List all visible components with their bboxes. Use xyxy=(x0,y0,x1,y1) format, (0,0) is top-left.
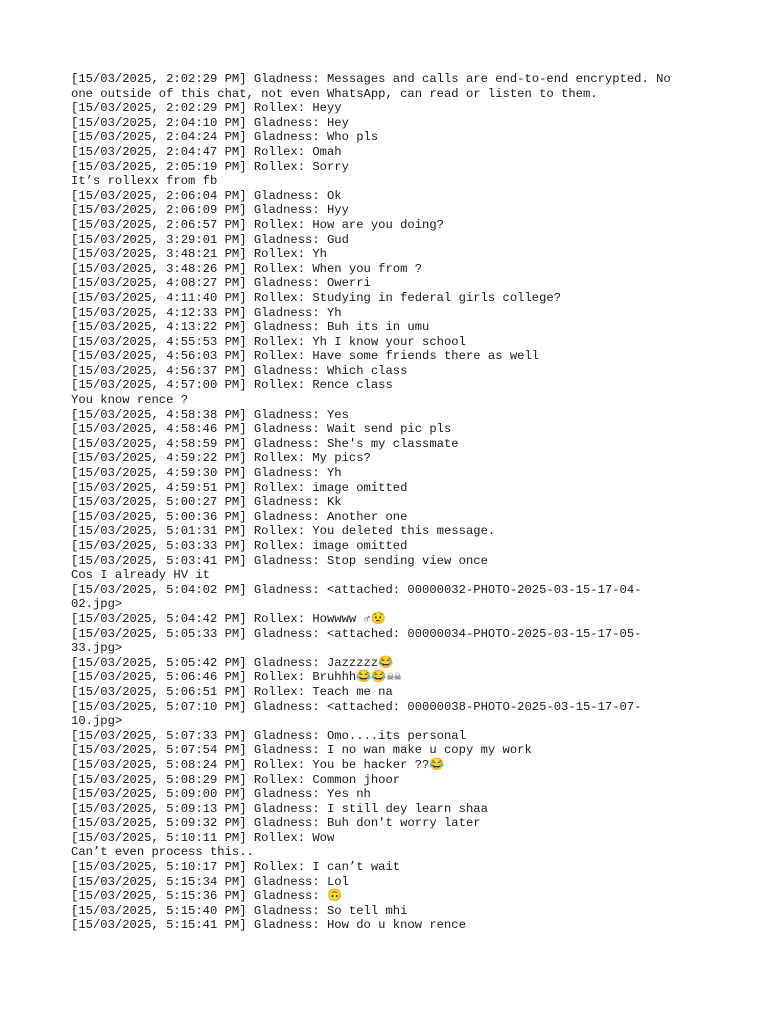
chat-line: [15/03/2025, 4:13:22 PM] Gladness: Buh its in umu xyxy=(71,320,430,335)
chat-line: [15/03/2025, 2:04:24 PM] Gladness: Who pls xyxy=(71,130,379,145)
chat-line: 02.jpg> xyxy=(71,597,123,612)
chat-line: [15/03/2025, 4:12:33 PM] Gladness: Yh xyxy=(71,305,342,320)
chat-line: [15/03/2025, 5:15:36 PM] Gladness: 🙃 xyxy=(71,889,343,904)
chat-line: [15/03/2025, 5:08:29 PM] Rollex: Common jhoor xyxy=(71,772,401,787)
chat-line: [15/03/2025, 5:01:31 PM] Rollex: You deleted this message. xyxy=(71,524,496,539)
chat-line: [15/03/2025, 4:58:59 PM] Gladness: She's my classmate xyxy=(71,436,459,451)
chat-line: [15/03/2025, 5:05:42 PM] Gladness: Jazzzzz😂 xyxy=(71,655,394,670)
chat-line: [15/03/2025, 5:15:40 PM] Gladness: So tell mhi xyxy=(71,903,408,918)
chat-line: Can’t even process this.. xyxy=(71,845,254,860)
chat-line: [15/03/2025, 5:09:00 PM] Gladness: Yes nh xyxy=(71,787,371,802)
chat-line: [15/03/2025, 5:06:51 PM] Rollex: Teach me na xyxy=(71,684,393,699)
chat-line: [15/03/2025, 5:09:13 PM] Gladness: I still dey learn shaa xyxy=(71,801,488,816)
chat-line: [15/03/2025, 5:07:54 PM] Gladness: I no wan make u copy my work xyxy=(71,743,532,758)
chat-line: Cos I already HV it xyxy=(71,568,210,583)
chat-line: [15/03/2025, 5:15:34 PM] Gladness: Lol xyxy=(71,874,349,889)
chat-line: [15/03/2025, 4:08:27 PM] Gladness: Owerri xyxy=(71,276,371,291)
chat-line: [15/03/2025, 2:05:19 PM] Rollex: Sorry xyxy=(71,159,349,174)
chat-line: [15/03/2025, 5:04:42 PM] Rollex: Howwww ♂😟 xyxy=(71,611,387,626)
chat-line: [15/03/2025, 4:56:37 PM] Gladness: Which class xyxy=(71,363,408,378)
chat-line: [15/03/2025, 2:06:09 PM] Gladness: Hyy xyxy=(71,203,349,218)
chat-line: You know rence ? xyxy=(71,393,189,408)
chat-line: [15/03/2025, 5:09:32 PM] Gladness: Buh don't worry later xyxy=(71,816,481,831)
chat-line: [15/03/2025, 5:03:41 PM] Gladness: Stop sending view once xyxy=(71,553,488,568)
chat-line: [15/03/2025, 4:58:46 PM] Gladness: Wait send pic pls xyxy=(71,422,452,437)
chat-line: [15/03/2025, 4:56:03 PM] Rollex: Have some friends there as well xyxy=(71,349,540,364)
chat-line: [15/03/2025, 5:10:17 PM] Rollex: I can’t wait xyxy=(71,860,401,875)
chat-line: [15/03/2025, 4:59:30 PM] Gladness: Yh xyxy=(71,466,342,481)
chat-line: [15/03/2025, 5:06:46 PM] Rollex: Bruhhh😂😂☠☠ xyxy=(71,670,402,685)
chat-line: [15/03/2025, 3:48:21 PM] Rollex: Yh xyxy=(71,247,327,262)
chat-line: 10.jpg> xyxy=(71,714,123,729)
chat-line: [15/03/2025, 5:05:33 PM] Gladness: <attached: 00000034-PHOTO-2025-03-15-17-05- xyxy=(71,626,642,641)
chat-line: [15/03/2025, 5:07:33 PM] Gladness: Omo....its personal xyxy=(71,728,466,743)
chat-line: [15/03/2025, 5:04:02 PM] Gladness: <attached: 00000032-PHOTO-2025-03-15-17-04- xyxy=(71,582,642,597)
chat-line: one outside of this chat, not even WhatsApp, can read or listen to them. xyxy=(71,86,598,101)
chat-line: [15/03/2025, 5:00:36 PM] Gladness: Another one xyxy=(71,509,408,524)
chat-line: [15/03/2025, 4:57:00 PM] Rollex: Rence class xyxy=(71,378,393,393)
chat-line: [15/03/2025, 2:04:10 PM] Gladness: Hey xyxy=(71,115,349,130)
chat-line: [15/03/2025, 4:11:40 PM] Rollex: Studying in federal girls college? xyxy=(71,290,562,305)
chat-line: [15/03/2025, 5:10:11 PM] Rollex: Wow xyxy=(71,830,335,845)
chat-line: [15/03/2025, 5:00:27 PM] Gladness: Kk xyxy=(71,495,342,510)
chat-line: [15/03/2025, 2:04:47 PM] Rollex: Omah xyxy=(71,144,342,159)
chat-line: 33.jpg> xyxy=(71,641,123,656)
chat-line: [15/03/2025, 4:59:51 PM] Rollex: image omitted xyxy=(71,480,408,495)
chat-line: [15/03/2025, 5:03:33 PM] Rollex: image omitted xyxy=(71,539,408,553)
chat-line: [15/03/2025, 2:06:04 PM] Gladness: Ok xyxy=(71,188,342,203)
chat-line: [15/03/2025, 2:02:29 PM] Gladness: Messages and calls are end-to-end encrypted. No xyxy=(71,72,671,86)
chat-line: [15/03/2025, 2:02:29 PM] Rollex: Heyy xyxy=(71,101,342,116)
chat-log xyxy=(71,72,691,933)
chat-line: [15/03/2025, 3:48:26 PM] Rollex: When you from ? xyxy=(71,261,423,276)
chat-line: [15/03/2025, 4:55:53 PM] Rollex: Yh I know your school xyxy=(71,334,466,349)
chat-line: [15/03/2025, 4:59:22 PM] Rollex: My pics? xyxy=(71,451,371,466)
chat-line: [15/03/2025, 3:29:01 PM] Gladness: Gud xyxy=(71,232,349,247)
chat-line: [15/03/2025, 5:07:10 PM] Gladness: <attached: 00000038-PHOTO-2025-03-15-17-07- xyxy=(71,699,642,714)
chat-line: [15/03/2025, 5:15:41 PM] Gladness: How do u know rence xyxy=(71,918,466,933)
chat-line: [15/03/2025, 4:58:38 PM] Gladness: Yes xyxy=(71,407,349,422)
chat-line: [15/03/2025, 2:06:57 PM] Rollex: How are you doing? xyxy=(71,217,444,232)
chat-line: [15/03/2025, 5:08:24 PM] Rollex: You be hacker ??😂 xyxy=(71,757,445,772)
chat-line: It’s rollexx from fb xyxy=(71,174,218,189)
